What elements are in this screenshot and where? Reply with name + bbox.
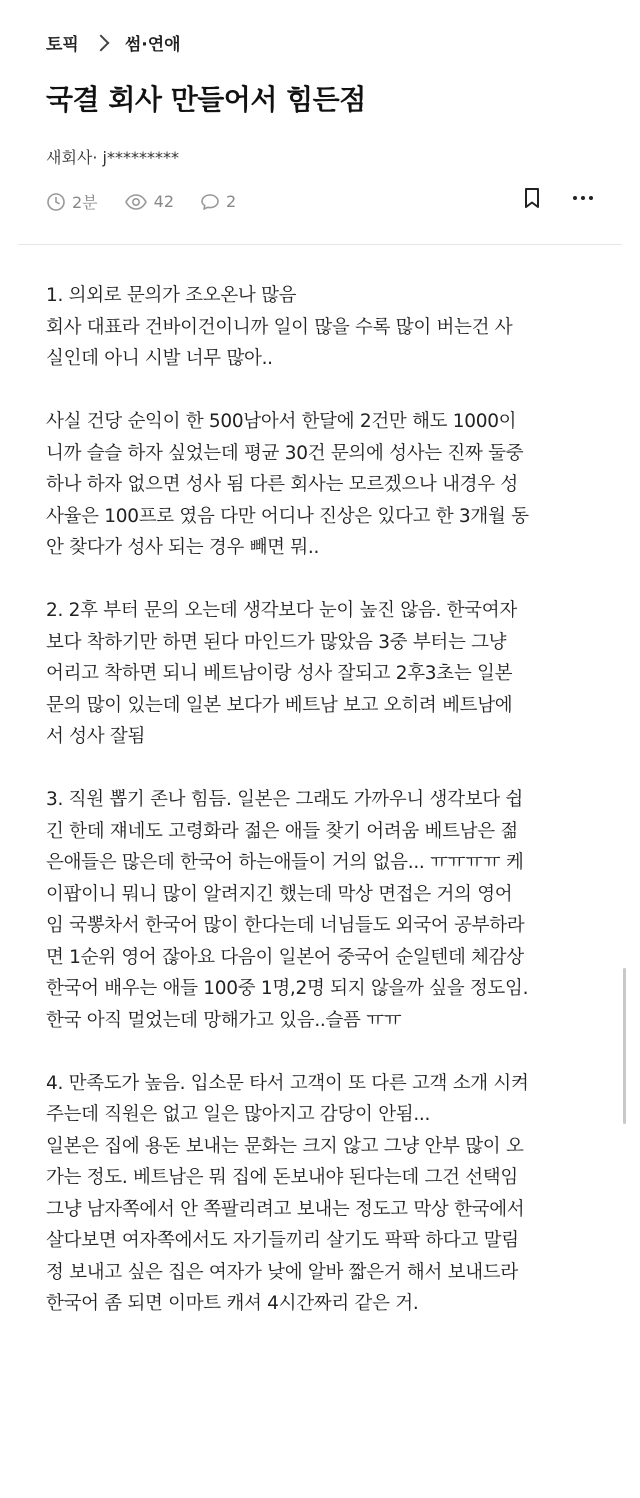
body-line: 한국어 좀 되면 이마트 캐셔 4시간짜리 같은 거. [46, 1293, 419, 1314]
scrollbar-thumb[interactable] [623, 968, 626, 1124]
body-line: 한국 아직 멀었는데 망해가고 있음..슬픔 ㅠㅠ [46, 1009, 402, 1031]
body-line: 일본은 집에 용돈 보내는 문화는 크지 않고 그냥 안부 많이 오 [46, 1135, 524, 1157]
body-line: 회사 대표라 건바이건이니까 일이 많을 수록 많이 버는건 사 [46, 316, 513, 338]
body-line: 긴 한데 쟤네도 고령화라 젊은 애들 찾기 어려움 베트남은 젊 [46, 820, 518, 842]
body-line: 한국어 배우는 애들 100중 1명,2명 되지 않을까 싶을 정도임. [46, 978, 529, 999]
body-line: 은애들은 많은데 한국어 하는애들이 거의 없음... ㅠㅠㅠㅠ 케 [46, 852, 524, 873]
clock-icon [46, 192, 66, 212]
body-line: 2. 2후 부터 문의 오는데 생각보다 눈이 높진 않음. 한국여자 [46, 600, 517, 621]
eye-icon [124, 192, 148, 212]
body-line: 보다 착하기만 하면 된다 마인드가 많았음 3중 부터는 그냥 [46, 631, 507, 653]
body-line: 서 성사 잘됨 [46, 726, 146, 747]
body-line: 어리고 착하면 되니 베트남이랑 성사 잘되고 2후3초는 일본 [46, 663, 513, 684]
comment-icon [200, 192, 220, 212]
body-line: 니까 슬슬 하자 싶었는데 평균 30건 문의에 성사는 진짜 둘중 [46, 442, 524, 464]
body-line: 가는 정도. 베트남은 뭐 집에 돈보내야 된다는데 그건 선택임 [46, 1167, 518, 1188]
post-views [124, 192, 174, 212]
body-line: 사율은 100프로 였음 다만 어디나 진상은 있다고 한 3개월 동 [46, 505, 529, 527]
body-line: 사실 건당 순익이 한 500남아서 한달에 2건만 해도 1000이 [46, 411, 517, 432]
post-title: 국결 회사 만들어서 힘든점 [46, 83, 366, 116]
body-line: 정 보내고 싶은 집은 여자가 낮에 알바 짧은거 해서 보내드라 [46, 1261, 518, 1283]
body-line: 문의 많이 있는데 일본 보다가 베트남 보고 오히려 베트남에 [46, 694, 513, 716]
body-line: 안 찾다가 성사 되는 경우 빼면 뭐.. [46, 537, 320, 558]
body-line: 1. 의외로 문의가 조오온나 많음 [46, 285, 297, 306]
paragraph-5 [46, 1068, 606, 1320]
body-line: 면 1순위 영어 잖아요 다음이 일본어 중국어 순일텐데 체감상 [46, 946, 524, 968]
body-line: 4. 만족도가 높음. 입소문 타서 고객이 또 다른 고객 소개 시켜 [46, 1072, 529, 1094]
paragraph-4 [46, 784, 606, 1036]
body-line: 3. 직원 뽑기 존나 힘듬. 일본은 그래도 가까우니 생각보다 쉽 [46, 789, 523, 810]
body-line: 주는데 직원은 없고 일은 많아지고 감당이 안됨... [46, 1104, 431, 1125]
paragraph-3 [46, 595, 606, 753]
header-divider [18, 244, 622, 245]
bookmark-icon[interactable] [522, 186, 542, 210]
body-line: 살다보면 여자쪽에서도 자기들끼리 살기도 팍팍 하다고 말림 [46, 1230, 519, 1251]
body-line: 하나 하자 없으면 성사 됨 다른 회사는 모르겠으나 내경우 성 [46, 474, 518, 495]
breadcrumb-topic-link[interactable]: 토픽 [46, 35, 79, 55]
post-body [46, 280, 606, 1320]
post-author[interactable]: 새회사· j********* [46, 148, 179, 167]
post-comments-value: 2 [226, 192, 237, 211]
post-time [46, 190, 98, 213]
body-line: 임 국뽕차서 한국어 많이 한다는데 너님들도 외국어 공부하라 [46, 915, 525, 936]
chevron-right-icon [92, 34, 109, 51]
paragraph-2 [46, 406, 606, 564]
more-icon[interactable] [572, 186, 594, 210]
breadcrumb-category-link[interactable]: 썸·연애 [124, 35, 181, 55]
post-views-value: 42 [153, 192, 174, 211]
body-line: 이팝이니 뭐니 많이 알려지긴 했는데 막상 면접은 거의 영어 [46, 883, 513, 905]
post-meta [46, 190, 262, 213]
breadcrumb [46, 30, 181, 55]
post-comments[interactable] [200, 192, 236, 212]
post-actions [522, 186, 594, 210]
post-time-value: 2분 [72, 193, 98, 212]
paragraph-1 [46, 280, 606, 375]
body-line: 그냥 남자쪽에서 안 쪽팔리려고 보내는 정도고 막상 한국에서 [46, 1198, 525, 1220]
body-line: 실인데 아니 시발 너무 많아.. [46, 348, 273, 369]
